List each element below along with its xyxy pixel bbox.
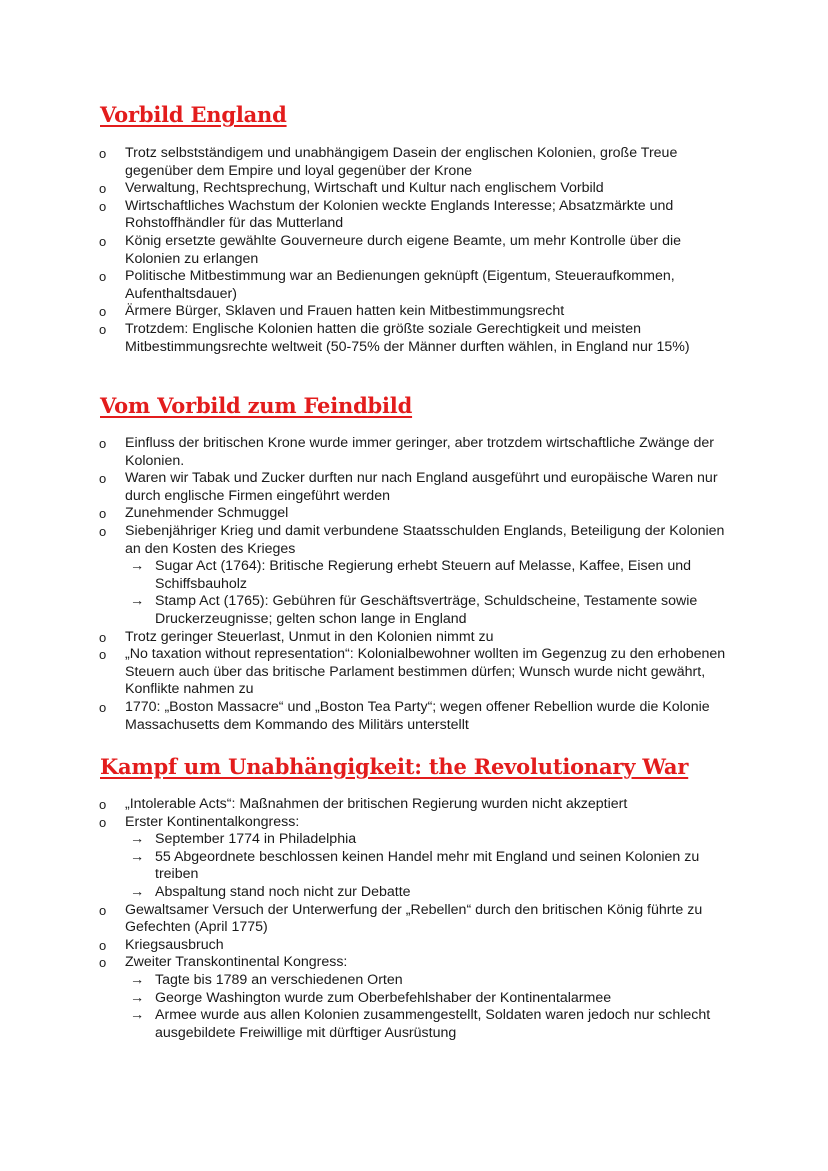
bullet-icon: o — [99, 647, 107, 663]
bullet-icon: o — [99, 814, 107, 830]
list-item: o Einfluss der britischen Krone wurde immer geringer, aber trotzdem wirtschaftliche Zwänge der Kolonien. — [99, 435, 715, 469]
arrow-right-icon: → — [130, 831, 145, 848]
heading-vorbild-england: Vorbild England — [100, 102, 287, 127]
bullet-icon: o — [99, 523, 107, 539]
arrow-right-icon: → — [130, 593, 145, 610]
list-item: o Zweiter Transkontinental Kongress: — [99, 954, 348, 971]
sub-list-item: → George Washington wurde zum Oberbefehlshaber der Kontinentalarmee — [130, 989, 612, 1006]
list-item: o Zunehmender Schmuggel — [99, 505, 289, 522]
arrow-right-icon: → — [130, 1007, 145, 1024]
list-item: o Ärmere Bürger, Sklaven und Frauen hatten kein Mitbestimmungsrecht — [99, 303, 565, 320]
bullet-icon: o — [99, 797, 107, 812]
list-item: o Trotz geringer Steuerlast, Unmut in den Kolonien nimmt zu — [99, 628, 494, 645]
list-vom-vorbild-zum-feindbild — [0, 435, 828, 734]
arrow-right-icon: → — [130, 848, 145, 865]
list-kampf-um-unabhaengigkeit — [0, 796, 828, 1042]
arrow-right-icon: → — [130, 971, 145, 988]
bullet-icon: o — [99, 198, 107, 214]
bullet-icon: o — [99, 304, 107, 320]
list-item: o Gewaltsamer Versuch der Unterwerfung der „Rebellen“ durch den britischen König führte zu Gefechten (April 1775) — [99, 901, 703, 936]
sub-list-item: → Sugar Act (1764): Britische Regierung erhebt Steuern auf Melasse, Kaffee, Eisen und Schiffsbauholz — [130, 558, 692, 592]
list-item: o Trotzdem: Englische Kolonien hatten die größte soziale Gerechtigkeit und meisten Mitbestimmungsrechte weltweit (50-75% der Männer durften wählen, in England nur 15%) — [99, 320, 690, 355]
list-item: o „No taxation without representation“: Kolonialbewohner wollten im Gegenzug zu den erhobenen Steuern auch über das britische Parlament bestimmen dürfen; Wunsch wurde nicht gewährt, Konflikte nahmen zu — [99, 646, 726, 698]
sub-list-item: → Stamp Act (1765): Gebühren für Geschäftsverträge, Schuldscheine, Testamente sowie Druckerzeugnisse; gelten schon lange in England — [130, 593, 698, 627]
list-item: o Verwaltung, Rechtsprechung, Wirtschaft und Kultur nach englischem Vorbild — [99, 180, 604, 197]
sub-list-item: → Tagte bis 1789 an verschiedenen Orten — [130, 971, 403, 988]
bullet-icon: o — [99, 699, 107, 715]
bullet-icon: o — [99, 629, 107, 645]
bullet-icon: o — [99, 269, 107, 285]
list-item: o 1770: „Boston Massacre“ und „Boston Tea Party“; wegen offener Rebellion wurde die Kolonie Massachusetts dem Kommando des Militärs unterstellt — [99, 698, 710, 733]
list-item: o Waren wir Tabak und Zucker durften nur nach England ausgeführt und europäische Waren nur durch englische Firmen eingeführt werden — [99, 470, 718, 504]
list-item: o Siebenjähriger Krieg und damit verbundene Staatsschulden Englands, Beteiligung der Kolonien an den Kosten des Krieges — [99, 522, 725, 557]
list-item: o Erster Kontinentalkongress: — [99, 813, 300, 830]
list-item: o Kriegsausbruch — [99, 936, 224, 953]
sub-list-item: → 55 Abgeordnete beschlossen keinen Handel mehr mit England und seinen Kolonien zu treiben — [130, 848, 700, 883]
sub-list-item: → September 1774 in Philadelphia — [130, 831, 357, 848]
arrow-right-icon: → — [130, 883, 145, 900]
bullet-icon: o — [99, 506, 107, 522]
arrow-right-icon: → — [130, 989, 145, 1006]
list-vorbild-england — [0, 145, 828, 356]
bullet-icon: o — [99, 233, 107, 249]
bullet-icon: o — [99, 181, 107, 197]
bullet-icon: o — [99, 937, 107, 953]
sub-list-item: → Abspaltung stand noch nicht zur Debatte — [130, 883, 411, 900]
list-item: o Trotz selbstständigem und unabhängigem Dasein der englischen Kolonien, große Treue gegenüber dem Empire und loyal gegenüber der Krone — [99, 145, 678, 179]
list-item: o „Intolerable Acts“: Maßnahmen der britischen Regierung wurden nicht akzeptiert — [99, 796, 628, 812]
sub-list-item: → Armee wurde aus allen Kolonien zusammengestellt, Soldaten waren jedoch nur schlecht ausgebildete Freiwillige mit dürftiger Ausrüstung — [130, 1007, 711, 1041]
heading-vom-vorbild-zum-feindbild: Vom Vorbild zum Feindbild — [100, 393, 413, 418]
heading-kampf-um-unabhaengigkeit: Kampf um Unabhängigkeit: the Revolutionary War — [100, 754, 689, 779]
bullet-icon: o — [99, 436, 107, 451]
list-item: o König ersetzte gewählte Gouverneure durch eigene Beamte, um mehr Kontrolle über die Kolonien zu erlangen — [99, 232, 682, 267]
bullet-icon: o — [99, 471, 107, 487]
bullet-icon: o — [99, 146, 107, 161]
bullet-icon: o — [99, 902, 107, 918]
arrow-right-icon: → — [130, 558, 145, 575]
bullet-icon: o — [99, 955, 107, 971]
list-item: o Politische Mitbestimmung war an Bedienungen geknüpft (Eigentum, Steueraufkommen, Aufenthaltsdauer) — [99, 268, 675, 302]
list-item: o Wirtschaftliches Wachstum der Kolonien weckte Englands Interesse; Absatzmärkte und Rohstoffhändler für das Mutterland — [99, 197, 674, 232]
bullet-icon: o — [99, 321, 107, 337]
